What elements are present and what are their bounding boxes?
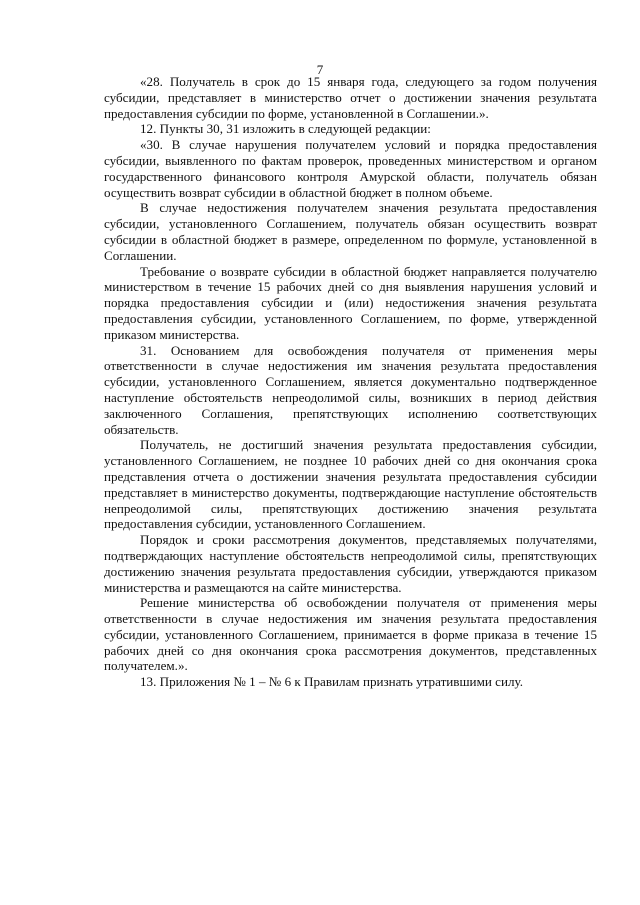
paragraph-30: «30. В случае нарушения получателем условий и порядка предоставления субсидии, выявленного по фактам проверок, проведенных министерством и органом государственного финансового контроля Амурской области, получатель обязан осуществить возврат субсидии в областной бюджет в полном объеме. (104, 137, 597, 200)
paragraph-31: 31. Основанием для освобождения получателя от применения меры ответственности в случае недостижения им значения результата предоставления субсидии, установленного Соглашением, является документально подтвержденное наступление обстоятельств непреодолимой силы, возникших в период действия заключенного Соглашения, препятствующих исполнению соответствующих обязательств. (104, 342, 597, 437)
paragraph-31-documents: Получатель, не достигший значения результата предоставления субсидии, установленного Соглашением, не позднее 10 рабочих дней со дня окончания срока представления отчета о достижении значения результата предоставления субсидии представляет в министерство документы, подтверждающие наступление обстоятельств непреодолимой силы, препятствующих достижению значения результата предоставления субсидии, установленного Соглашением. (104, 437, 597, 532)
paragraph-31-decision: Решение министерства об освобождении получателя от применения меры ответственности в случае недостижения им значения результата предоставления субсидии, установленного Соглашением, принимается в форме приказа в течение 15 рабочих дней со дня окончания срока рассмотрения документов, представленных получателем.». (104, 595, 597, 674)
paragraph-30-underachievement: В случае недостижения получателем значения результата предоставления субсидии, установленного Соглашением, получатель обязан осуществить возврат субсидии в областной бюджет в размере, определенном по формуле, установленной в Соглашении. (104, 200, 597, 263)
paragraph-30-refund-demand: Требование о возврате субсидии в областной бюджет направляется получателю министерством в течение 15 рабочих дней со дня выявления нарушения условий и порядка предоставления субсидии и (или) недостижения значения результата предоставления субсидии, установленного Соглашением, по форме, утвержденной приказом министерства. (104, 263, 597, 342)
document-body (104, 74, 597, 690)
paragraph-28: «28. Получатель в срок до 15 января года, следующего за годом получения субсидии, представляет в министерство отчет о достижении значения результата предоставления субсидии по форме, установленной в Соглашении.». (104, 74, 597, 121)
page-number: 7 (316, 62, 324, 77)
paragraph-item-12: 12. Пункты 30, 31 изложить в следующей редакции: (140, 121, 431, 137)
paragraph-item-13: 13. Приложения № 1 – № 6 к Правилам признать утратившими силу. (140, 674, 523, 690)
paragraph-31-procedure: Порядок и сроки рассмотрения документов, представляемых получателями, подтверждающих наступление обстоятельств непреодолимой силы, препятствующих достижению значения результата предоставления субсидии, утверждаются приказом министерства и размещаются на сайте министерства. (104, 532, 597, 595)
